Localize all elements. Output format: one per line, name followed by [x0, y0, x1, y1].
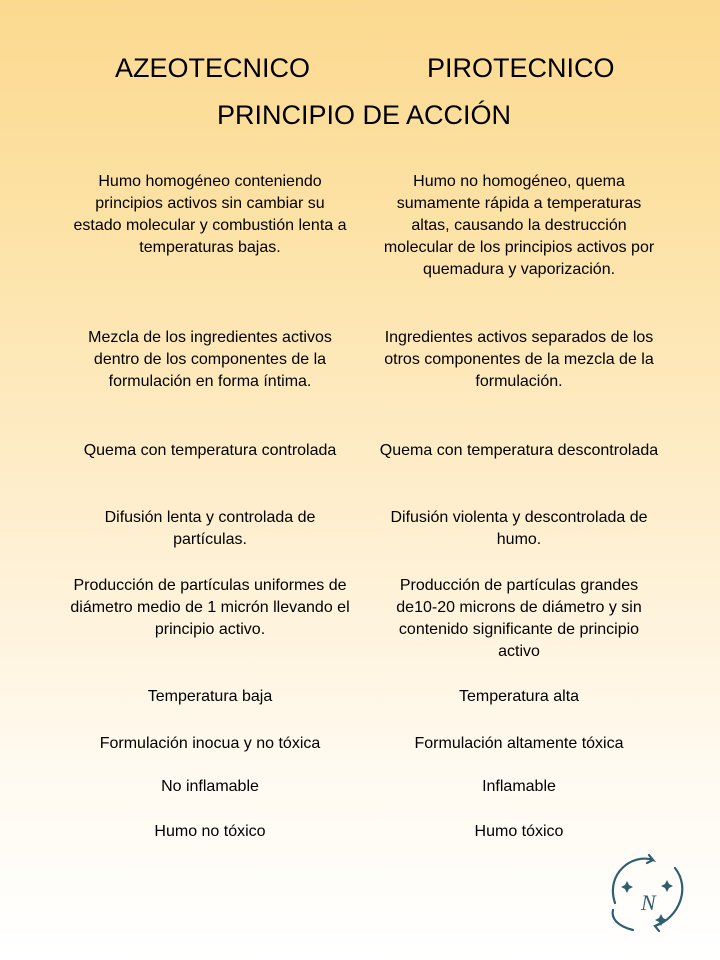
left-item-toxicity: Humo no tóxico	[154, 823, 266, 840]
logo-swirl-bottom	[613, 910, 633, 930]
left-item-mixture: Mezcla de los ingredientes activos dentro de los componentes de la formulación en forma íntima.	[88, 329, 332, 390]
right-item-flammability: Inflamable	[482, 778, 556, 795]
left-item-burn: Quema con temperatura controlada	[83, 442, 337, 459]
left-item-diffusion: Difusión lenta y controlada de partículas.	[104, 509, 316, 548]
left-column-title: AZEOTECNICO	[115, 53, 311, 83]
right-item-mixture: Ingredientes activos separados de los otros componentes de la mezcla de la formulación.	[384, 329, 654, 390]
azeotecnico-column	[70, 0, 350, 960]
logo-star-right	[661, 880, 673, 892]
right-column-title: PIROTECNICO	[427, 53, 615, 83]
right-item-temperature: Temperatura alta	[458, 688, 580, 705]
left-item-particles: Producción de partículas uniformes de diámetro medio de 1 micrón llevando el principio activo.	[70, 577, 350, 638]
logo-star-left	[621, 881, 633, 893]
right-item-diffusion: Difusión violenta y descontrolada de humo.	[390, 509, 648, 548]
page-subtitle: PRINCIPIO DE ACCIÓN	[217, 100, 512, 130]
logo-letter: N	[641, 890, 656, 915]
left-item-smoke: Humo homogéneo conteniendo principios activos sin cambiar su estado molecular y combustión lenta a temperaturas bajas.	[73, 173, 347, 256]
right-item-formulation: Formulación altamente tóxica	[414, 735, 624, 752]
right-item-smoke: Humo no homogéneo, quema sumamente rápida a temperaturas altas, causando la destrucción molecular de los principios activos por quemadura y vaporización.	[383, 173, 655, 278]
right-item-toxicity: Humo tóxico	[474, 823, 564, 840]
left-item-formulation: Formulación inocua y no tóxica	[99, 735, 321, 752]
left-item-temperature: Temperatura baja	[147, 688, 273, 705]
pirotecnico-column	[378, 0, 660, 960]
n-star-logo-icon	[603, 848, 693, 938]
left-item-flammability: No inflamable	[161, 778, 259, 795]
right-item-burn: Quema con temperatura descontrolada	[379, 442, 659, 459]
right-item-particles: Producción de partículas grandes de10-20 microns de diámetro y sin contenido significante de principio activo	[396, 577, 642, 660]
